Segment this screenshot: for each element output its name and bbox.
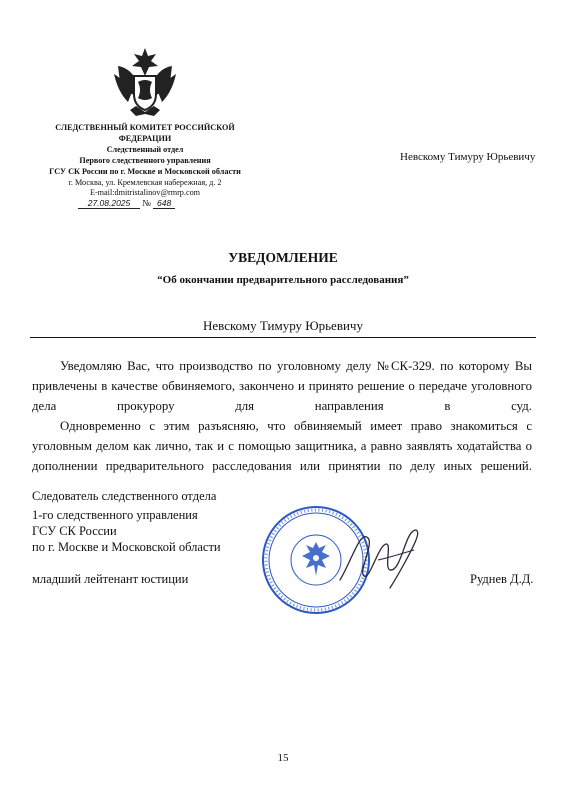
document-subtitle: “Об окончании предварительного расследования” — [157, 274, 409, 286]
addressee-header: Невскому Тимуру Юрьевичу — [400, 151, 536, 163]
number-sign: № — [142, 198, 151, 208]
notice-paragraph-1: Уведомляю Вас, что производство по уголовному делу №СК-329. по которому Вы привлечены в качестве обвиняемого, закончено и принято решение о передаче уголовного дела прокурору для направления в суд. — [32, 359, 532, 413]
signer-position-line1: Следователь следственного отдела — [32, 489, 217, 503]
signer-rank: младший лейтенант юстиции — [32, 572, 189, 586]
dept-name-line1: Следственный отдел — [106, 145, 184, 154]
org-name-line1: СЛЕДСТВЕННЫЙ КОМИТЕТ РОССИЙСКОЙ — [55, 123, 235, 132]
document-date: 27.08.2025 — [78, 198, 140, 209]
signer-position-line4: по г. Москве и Московской области — [32, 540, 221, 554]
org-name-line2: ФЕДЕРАЦИИ — [118, 134, 172, 143]
notice-paragraph-2: Одновременно с этим разъясняю, что обвиняемый имеет право знакомиться с уголовным делом как лично, так и с помощью защитника, а равно заявлять ходатайства о дополнении предварительного расследования или принятии по делу иных решений. — [32, 419, 532, 473]
document-title: УВЕДОМЛЕНИЕ — [228, 250, 338, 265]
signer-position-line2: 1-го следственного управления — [32, 508, 198, 522]
dept-name-line2: Первого следственного управления — [79, 156, 211, 165]
handwritten-signature — [330, 510, 430, 610]
signer-position-line3: ГСУ СК России — [32, 524, 117, 538]
address-line: г. Москва, ул. Кремлевская набережная, д. 2 — [68, 178, 222, 187]
dept-name-line3: ГСУ СК России по г. Москве и Московской области — [49, 167, 241, 176]
email-line: E-mail:dmitristalinov@rmrp.com — [89, 188, 201, 197]
page-number: 15 — [277, 752, 289, 764]
recipient-name: Невскому Тимуру Юрьевичу — [30, 318, 536, 338]
investigative-committee-emblem-icon — [110, 46, 180, 118]
signer-name: Руднев Д.Д. — [470, 572, 534, 586]
document-number: 648 — [153, 198, 175, 209]
document-date-number — [78, 198, 208, 209]
